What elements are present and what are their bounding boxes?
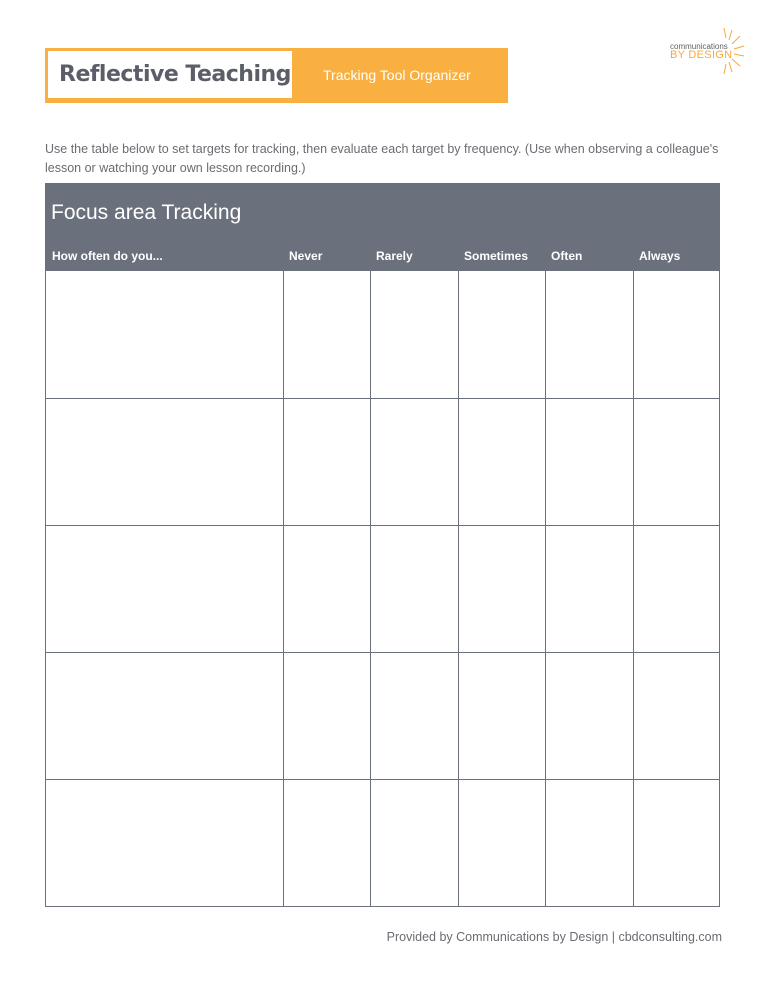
table-cell-always[interactable] [633,779,719,906]
table-cell-rarely[interactable] [370,525,458,652]
row-divider [46,652,719,653]
table-cell-never[interactable] [283,779,370,906]
table-cell-never[interactable] [283,398,370,525]
logo-line-1: communications [670,42,728,51]
table-cell-question[interactable] [46,271,283,398]
table-cell-sometimes[interactable] [458,779,545,906]
row-divider [46,398,719,399]
column-header-sometimes: Sometimes [464,249,529,263]
column-header-rarely: Rarely [376,249,413,263]
table-cell-always[interactable] [633,525,719,652]
brand-logo [668,26,748,76]
table-cell-rarely[interactable] [370,652,458,779]
column-header-always: Always [639,249,681,263]
table-cell-always[interactable] [633,398,719,525]
column-header-never: Never [289,249,323,263]
column-divider [283,271,284,906]
table-cell-always[interactable] [633,652,719,779]
table-cell-never[interactable] [283,271,370,398]
table-cell-question[interactable] [46,525,283,652]
column-divider [458,271,459,906]
row-divider [46,525,719,526]
table-cell-sometimes[interactable] [458,652,545,779]
column-divider [545,271,546,906]
table-cell-rarely[interactable] [370,271,458,398]
tracking-table [45,183,720,907]
page-title: Reflective Teaching [59,62,291,87]
row-divider [46,779,719,780]
table-cell-rarely[interactable] [370,779,458,906]
table-cell-sometimes[interactable] [458,525,545,652]
table-cell-always[interactable] [633,271,719,398]
instructions-text: Use the table below to set targets for tracking, then evaluate each target by frequency. (Use when observing a colleague's lesson or watching your own lesson recording.) [45,142,719,175]
logo-line-2: BY DESIGN [670,49,733,61]
table-cell-sometimes[interactable] [458,398,545,525]
table-title: Focus area Tracking [51,201,242,224]
table-cell-never[interactable] [283,525,370,652]
column-header-often: Often [551,249,583,263]
table-cell-rarely[interactable] [370,398,458,525]
table-cell-often[interactable] [545,271,633,398]
table-cell-sometimes[interactable] [458,271,545,398]
page-subtitle: Tracking Tool Organizer [323,67,471,83]
table-header [46,184,719,271]
table-cell-never[interactable] [283,652,370,779]
table-cell-question[interactable] [46,779,283,906]
table-cell-often[interactable] [545,398,633,525]
table-body [46,271,719,906]
column-header-question: How often do you... [52,249,163,263]
title-box [48,51,292,98]
column-divider [633,271,634,906]
table-cell-question[interactable] [46,652,283,779]
title-banner [45,48,508,103]
table-cell-question[interactable] [46,398,283,525]
footer-credit: Provided by Communications by Design | cbdconsulting.com [386,930,722,944]
table-cell-often[interactable] [545,525,633,652]
column-divider [370,271,371,906]
table-cell-often[interactable] [545,652,633,779]
table-cell-often[interactable] [545,779,633,906]
